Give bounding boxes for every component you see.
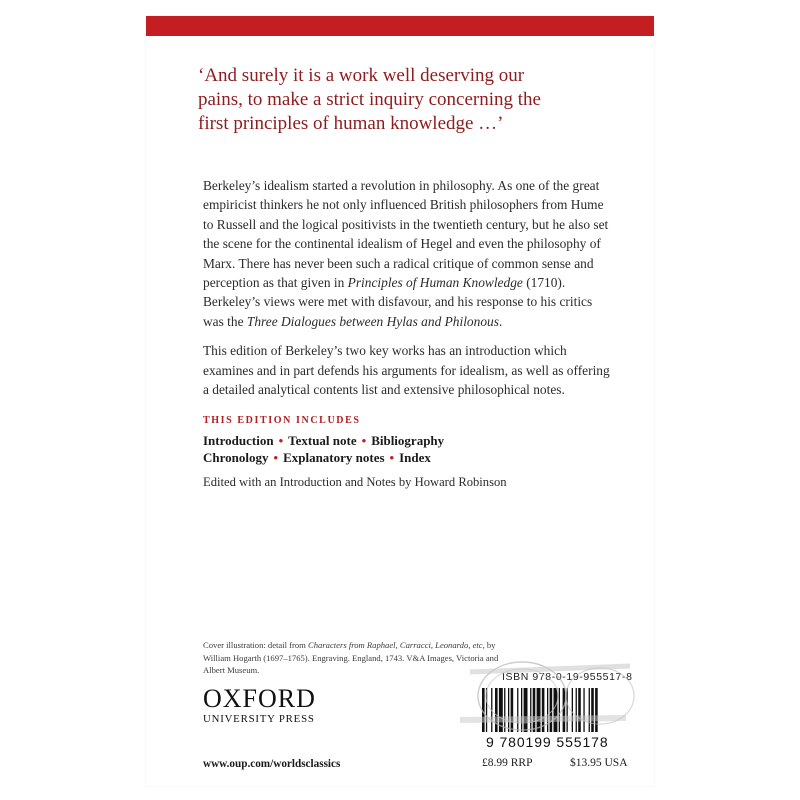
blurb [203,176,615,409]
includes-row [203,432,623,449]
quote-line: pains, to make a strict inquiry concerning the [198,89,541,110]
book-back-cover [146,16,654,786]
top-red-band [146,16,654,36]
bullet-dot: • [361,433,367,448]
bullet-dot: • [389,450,395,465]
quote-line: first principles of human knowledge …’ [198,113,504,134]
publisher-subtitle: UNIVERSITY PRESS [203,713,315,725]
pull-quote [198,64,618,136]
include-item: Index [399,450,431,465]
bullet-dot: • [278,433,284,448]
cover-illustration-credit: Cover illustration: detail from Characters from Raphael, Carracci, Leonardo, etc, by William Hogarth (1697–1765). Engraving. England, 1743. V&A Images, Victoria and Albert Museum. [203,640,499,676]
include-item: Textual note [288,433,357,448]
barcode-number: 9 780199 555178 [486,734,609,750]
editor-credit: Edited with an Introduction and Notes by Howard Robinson [203,475,507,489]
bullet-dot: • [273,450,279,465]
price-usd: $13.95 USA [570,757,628,769]
include-item: Introduction [203,433,274,448]
isbn-label: ISBN 978-0-19-955517-8 [502,671,633,683]
includes-list [203,432,623,466]
includes-heading: THIS EDITION INCLUDES [203,415,361,426]
watermark-stamp-icon [450,652,636,744]
quote-line: ‘And surely it is a work well deserving our [198,65,525,86]
include-item: Chronology [203,450,269,465]
publisher-name: OXFORD [203,684,316,713]
includes-row [203,449,623,466]
include-item: Bibliography [371,433,445,448]
price-gbp: £8.99 RRP [482,757,533,769]
publisher-logo [203,686,373,725]
include-item: Explanatory notes [283,450,385,465]
blurb-paragraph-1: Berkeley’s idealism started a revolution in philosophy. As one of the great empiricist thinkers he not only influenced British philosophers from Hume to Russell and the logical positivists in the twentieth century, but he also set the scene for the continental idealism of Hegel and even the philosophy of Marx. There has never been such a radical critique of common sense and perception as that given in Principles of Human Knowledge (1710). Berkeley’s views were met with disfavour, and his response to his critics was the Three Dialogues between Hylas and Philonous. [203,178,609,329]
blurb-paragraph-2: This edition of Berkeley’s two key works has an introduction which examines and in part defends his arguments for idealism, as well as offering a detailed analytical contents list and extensive philosophical notes. [203,343,610,398]
publisher-url: www.oup.com/worldsclassics [203,758,341,770]
